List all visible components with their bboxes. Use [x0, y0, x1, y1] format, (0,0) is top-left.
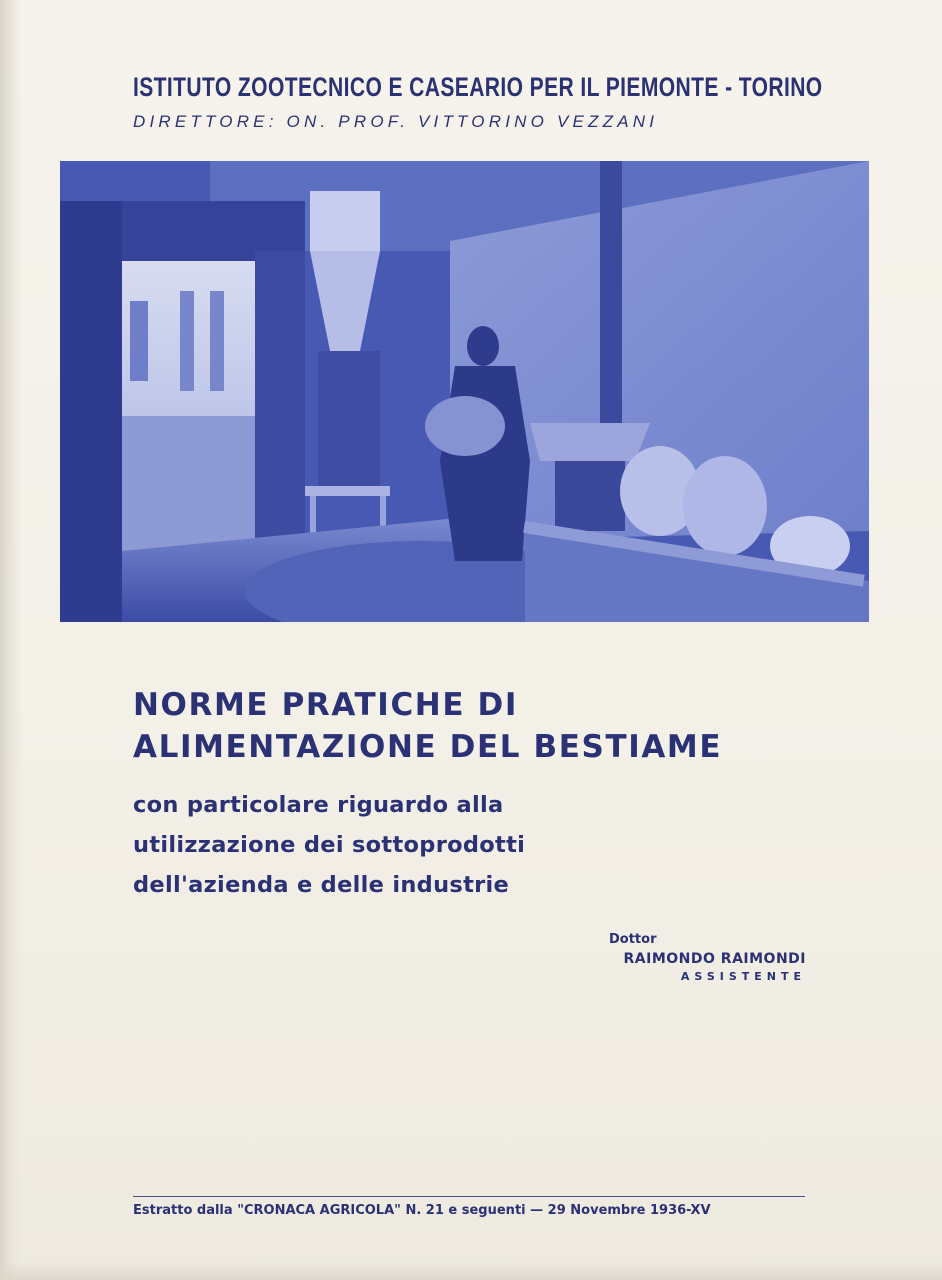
- author-prefix: Dottor: [609, 932, 657, 947]
- page-edge-shadow: [0, 0, 22, 1280]
- page-bottom-shadow: [0, 1262, 942, 1280]
- footer-text: Estratto dalla "CRONACA AGRICOLA" N. 21 e seguenti — 29 Novembre 1936-XV: [133, 1203, 711, 1218]
- subtitle-line-1: con particolare riguardo alla: [133, 792, 504, 818]
- subtitle-line-3: dell'azienda e delle industrie: [133, 872, 510, 898]
- author-role: ASSISTENTE: [680, 970, 806, 983]
- director-line: DIRETTORE: ON. PROF. VITTORINO VEZZANI: [133, 112, 659, 131]
- author-block: [560, 932, 806, 983]
- institute-heading: ISTITUTO ZOOTECNICO E CASEARIO PER IL PIEMONTE - TORINO: [133, 72, 823, 102]
- footer-source: [133, 1203, 805, 1218]
- author-name: RAIMONDO RAIMONDI: [623, 951, 806, 967]
- footer-divider: [133, 1196, 805, 1197]
- title-line-2: ALIMENTAZIONE DEL BESTIAME: [133, 729, 723, 765]
- document-title: [133, 684, 722, 768]
- subtitle-line-2: utilizzazione dei sottoprodotti: [133, 832, 526, 858]
- title-line-1: NORME PRATICHE DI: [133, 687, 518, 723]
- cover-photograph: [60, 161, 869, 622]
- document-subtitle: [133, 785, 525, 905]
